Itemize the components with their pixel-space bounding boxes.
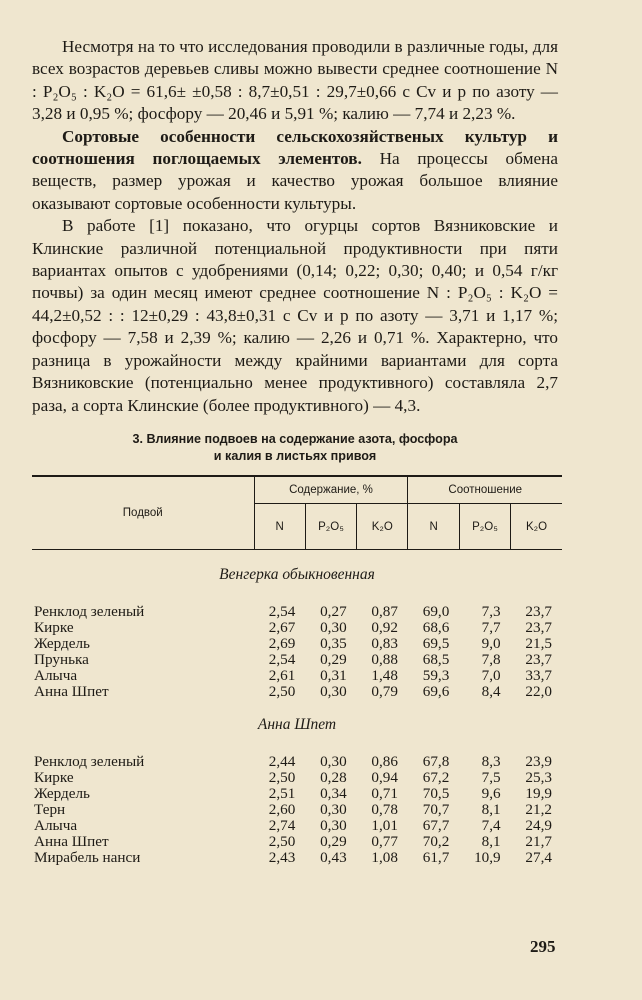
table-cell-value: 0,30 xyxy=(320,683,347,701)
table-cell-value: 0,88 xyxy=(371,651,398,669)
header-col-k2o-content: K₂O xyxy=(357,504,408,550)
table-cell-value: 1,01 xyxy=(371,817,398,835)
table-cell-rootstock: Ренклод зеленый xyxy=(34,603,145,621)
table-cell-value: 0,79 xyxy=(371,683,398,701)
table-body xyxy=(32,550,562,867)
table-row xyxy=(32,802,562,818)
table-cell-value: 0,83 xyxy=(371,635,398,653)
table-caption-line1: 3. Влияние подвоев на содержание азота, фосфора xyxy=(132,431,458,446)
table-cell-rootstock: Жердель xyxy=(34,785,90,803)
table-cell-value: 2,50 xyxy=(268,833,296,851)
table-cell-rootstock: Кирке xyxy=(34,769,74,787)
table-cell-value: 0,30 xyxy=(320,753,347,771)
table-cell-value: 2,74 xyxy=(268,817,296,835)
rootstock-table xyxy=(32,475,562,867)
table-cell-rootstock: Прунька xyxy=(34,651,89,669)
table-section-row xyxy=(32,550,562,593)
table-cell-value: 21,2 xyxy=(525,801,552,819)
table-cell-value: 0,43 xyxy=(320,849,347,867)
header-col-k2o-ratio: K₂O xyxy=(511,504,562,550)
table-cell-rootstock: Ренклод зеленый xyxy=(34,753,145,771)
table-cell-value: 0,27 xyxy=(320,603,347,621)
table-cell-value: 68,5 xyxy=(422,651,450,669)
table-cell-rootstock: Жердель xyxy=(34,635,90,653)
table-caption-line2: и калия в листьях привоя xyxy=(213,448,377,463)
header-col-n-content: N xyxy=(254,504,305,550)
table-cell-value: 7,8 xyxy=(481,651,501,669)
table-cell-value: 0,29 xyxy=(320,651,347,669)
table-cell-value: 8,4 xyxy=(481,683,501,701)
table-cell-value: 7,7 xyxy=(481,619,501,637)
table-cell-value: 2,54 xyxy=(268,651,296,669)
header-col-n-ratio: N xyxy=(408,504,459,550)
table-cell-value: 23,7 xyxy=(525,619,552,637)
table-row xyxy=(32,834,562,850)
table-cell-value: 0,30 xyxy=(320,817,347,835)
table-cell-value: 0,78 xyxy=(371,801,398,819)
table-cell-value: 2,50 xyxy=(268,683,296,701)
section-heading-varietal: Сортовые особенности сельскохозяйственых культур и соотношения поглощаемых элементов. xyxy=(32,126,558,169)
table-row xyxy=(32,604,562,620)
table-cell-value: 10,9 xyxy=(474,849,501,867)
table-cell-value: 68,6 xyxy=(422,619,450,637)
header-col-p2o5-content: P₂O₅ xyxy=(305,504,356,550)
table-cell-value: 69,6 xyxy=(422,683,450,701)
table-cell-value: 25,3 xyxy=(525,769,552,787)
table-cell-value: 2,61 xyxy=(268,667,296,685)
table-row xyxy=(32,850,562,866)
table-cell-value: 0,30 xyxy=(320,619,347,637)
table-row xyxy=(32,754,562,770)
table-cell-value: 2,44 xyxy=(268,753,296,771)
table-row xyxy=(32,668,562,684)
table-cell-value: 0,30 xyxy=(320,801,347,819)
table-cell-value: 0,29 xyxy=(320,833,347,851)
table-cell-value: 69,5 xyxy=(422,635,450,653)
table-cell-value: 27,4 xyxy=(525,849,552,867)
header-col-p2o5-ratio: P₂O₅ xyxy=(459,504,510,550)
table-cell-value: 67,8 xyxy=(422,753,450,771)
table-cell-value: 70,2 xyxy=(422,833,450,851)
table-section-title: Венгерка обыкновенная xyxy=(219,566,375,584)
table-cell-value: 21,5 xyxy=(525,635,552,653)
table-cell-value: 2,69 xyxy=(268,635,296,653)
table-cell-rootstock: Кирке xyxy=(34,619,74,637)
table-cell-value: 8,1 xyxy=(481,801,501,819)
table-row xyxy=(32,636,562,652)
table-cell-value: 2,54 xyxy=(268,603,296,621)
page-body xyxy=(32,36,558,866)
table-cell-value: 23,7 xyxy=(525,603,552,621)
table-cell-value: 19,9 xyxy=(525,785,552,803)
table-row xyxy=(32,770,562,786)
table-row xyxy=(32,818,562,834)
table-cell-value: 70,7 xyxy=(422,801,450,819)
table-cell-value: 69,0 xyxy=(422,603,450,621)
table-cell-value: 7,0 xyxy=(481,667,501,685)
table-cell-value: 70,5 xyxy=(422,785,450,803)
table-cell-rootstock: Алыча xyxy=(34,667,78,685)
table-cell-value: 0,71 xyxy=(371,785,398,803)
header-content-group: Содержание, % xyxy=(254,476,408,504)
table-cell-value: 9,0 xyxy=(481,635,501,653)
table-cell-value: 1,48 xyxy=(371,667,398,685)
table-cell-rootstock: Мирабель нанси xyxy=(34,849,141,867)
table-caption xyxy=(32,431,558,465)
table-cell-value: 0,87 xyxy=(371,603,398,621)
table-cell-value: 0,31 xyxy=(320,667,347,685)
table-cell-value: 8,1 xyxy=(481,833,501,851)
paragraph-varietal-text: На процессы обмена веществ, размер урожая и качество урожая большое влияние оказывают сортовые особенности культуры. xyxy=(32,149,558,213)
table-cell-value: 0,86 xyxy=(371,753,398,771)
table-cell-value: 23,7 xyxy=(525,651,552,669)
table-cell-value: 2,43 xyxy=(268,849,296,867)
table-row xyxy=(32,786,562,802)
table-cell-value: 22,0 xyxy=(525,683,552,701)
table-cell-value: 0,35 xyxy=(320,635,347,653)
table-cell-value: 9,6 xyxy=(481,785,501,803)
page-number: 295 xyxy=(530,937,556,956)
table-cell-value: 59,3 xyxy=(422,667,450,685)
table-cell-value: 1,08 xyxy=(371,849,398,867)
table-cell-value: 2,67 xyxy=(268,619,296,637)
table-cell-value: 0,34 xyxy=(320,785,347,803)
table-cell-value: 0,92 xyxy=(371,619,398,637)
table-cell-rootstock: Анна Шпет xyxy=(34,683,109,701)
table-cell-value: 7,4 xyxy=(481,817,501,835)
table-cell-value: 0,28 xyxy=(320,769,347,787)
table-cell-value: 0,77 xyxy=(371,833,398,851)
table-cell-value: 21,7 xyxy=(525,833,552,851)
table-section-row xyxy=(32,700,562,742)
table-cell-value: 2,50 xyxy=(268,769,296,787)
header-rootstock: Подвой xyxy=(32,476,254,550)
table-cell-value: 67,7 xyxy=(422,817,450,835)
table-row xyxy=(32,684,562,700)
table-row xyxy=(32,620,562,636)
table-cell-rootstock: Алыча xyxy=(34,817,78,835)
table-cell-value: 24,9 xyxy=(525,817,552,835)
table-cell-value: 67,2 xyxy=(422,769,450,787)
table-cell-value: 0,94 xyxy=(371,769,398,787)
paragraph-plum-ratio: Несмотря на то что исследования проводили в различные годы, для всех возрастов деревьев сливы можно вывести среднее соотношение N : P₂O₅ : K₂O = 61,6± ±0,58 : 8,7±0,51 : 29,7±0,66 с Cv и p по азоту — 3,28 и 0,95 %; фосфору — 20,46 и 5,91 %; калию — 7,74 и 2,23 %. xyxy=(32,37,558,124)
table-cell-value: 2,51 xyxy=(268,785,296,803)
table-cell-value: 7,3 xyxy=(481,603,501,621)
table-cell-value: 33,7 xyxy=(525,667,552,685)
table-cell-value: 2,60 xyxy=(268,801,296,819)
table-cell-rootstock: Анна Шпет xyxy=(34,833,109,851)
table-cell-value: 7,5 xyxy=(481,769,501,787)
paragraph-varietal-features xyxy=(32,126,558,216)
table-section-title: Анна Шпет xyxy=(257,716,337,734)
table-cell-value: 8,3 xyxy=(481,753,501,771)
table-cell-value: 61,7 xyxy=(422,849,450,867)
header-ratio-group: Соотношение xyxy=(408,476,562,504)
table-cell-rootstock: Терн xyxy=(34,801,66,819)
table-cell-value: 23,9 xyxy=(525,753,552,771)
table-row xyxy=(32,652,562,668)
paragraph-cucumber-study: В работе [1] показано, что огурцы сортов Вязниковские и Клинские различной потенциальной продуктивности при пяти вариантах опытов с удобрениями (0,14; 0,22; 0,30; 0,40; и 0,54 г/кг почвы) за один месяц имеют среднее соотношение N : P₂O₅ : K₂O = 44,2±0,52 : : 12±0,29 : 43,8±0,31 с Cv и p по азоту — 3,71 и 1,17 %; фосфору — 7,58 и 2,39 %; калию — 2,26 и 0,71 %. Характерно, что разница в урожайности между крайними вариантами для сорта Вязниковские (потенциально менее продуктивного) составляла 2,7 раза, а сорта Клинские (более продуктивного) — 4,3. xyxy=(32,216,558,415)
